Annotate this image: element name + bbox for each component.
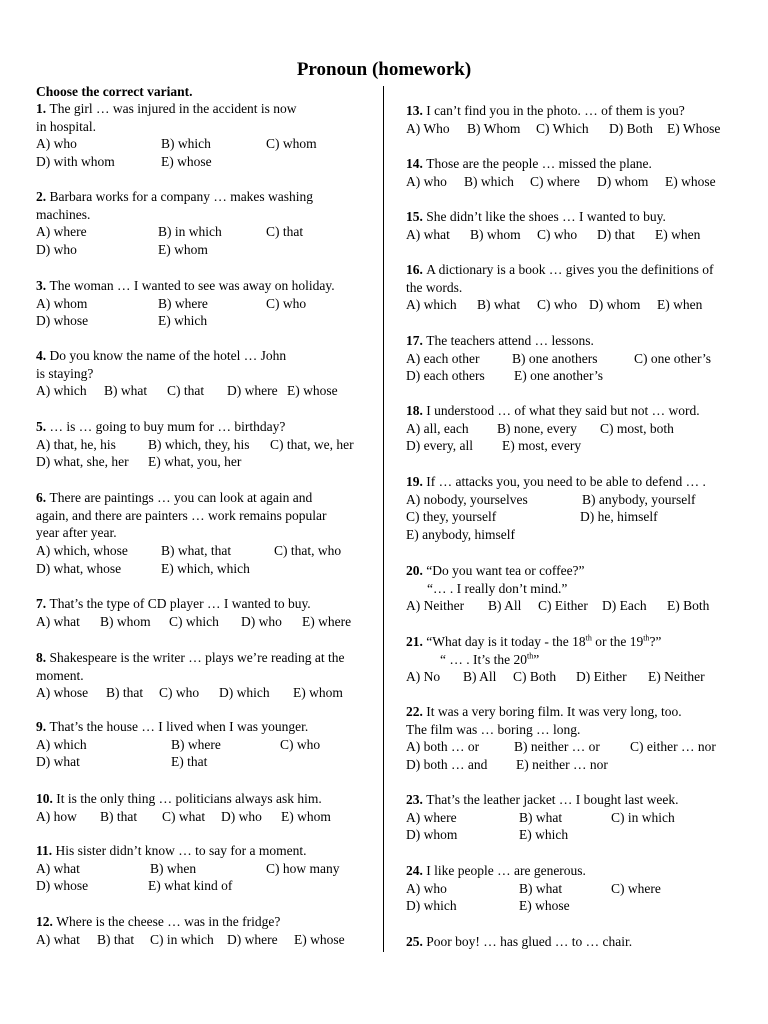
- answer-option[interactable]: B) that: [100, 808, 138, 824]
- options-row: [406, 226, 746, 244]
- question-13: [406, 102, 746, 137]
- answer-option[interactable]: E) whom: [293, 685, 343, 701]
- answer-option[interactable]: C) they, yourself: [406, 509, 497, 525]
- options-row: [36, 753, 376, 771]
- question-number: 10.: [36, 791, 57, 806]
- question-25: [406, 933, 746, 951]
- answer-option[interactable]: B) which: [464, 173, 514, 189]
- options-row: [36, 153, 376, 171]
- options-row: [406, 897, 746, 915]
- question-23: [406, 791, 746, 844]
- answer-option[interactable]: D) every, all: [406, 438, 473, 454]
- answer-option[interactable]: E) when: [655, 226, 701, 242]
- options-row: [36, 436, 376, 454]
- question-text: “Do you want tea or coffee?”: [426, 563, 585, 578]
- question-stem: [36, 667, 376, 685]
- options-row: [36, 736, 376, 754]
- answer-option[interactable]: C) that, who: [274, 543, 342, 559]
- question-10: [36, 790, 376, 825]
- question-text: His sister didn’t know … to say for a moment.: [55, 843, 307, 858]
- question-text: Do you know the name of the hotel … John: [49, 348, 287, 363]
- answer-option[interactable]: A) which: [36, 383, 87, 399]
- question-stem: [406, 703, 746, 721]
- answer-option[interactable]: D) where: [227, 931, 278, 947]
- answer-option[interactable]: D) who: [221, 808, 262, 824]
- answer-option[interactable]: B) that: [106, 685, 144, 701]
- question-stem: [36, 842, 376, 860]
- question-text: in hospital.: [36, 118, 96, 134]
- question-stem: [36, 100, 376, 118]
- answer-option[interactable]: D) whose: [36, 313, 89, 329]
- question-number: 13.: [406, 103, 427, 118]
- answer-option[interactable]: C) which: [169, 613, 219, 629]
- question-22: [406, 703, 746, 774]
- answer-option[interactable]: C) Which: [536, 120, 589, 136]
- answer-option[interactable]: A) both … or: [406, 739, 480, 755]
- answer-option[interactable]: A) Who: [406, 120, 450, 136]
- options-row: [406, 508, 746, 526]
- answer-option[interactable]: A) that, he, his: [36, 436, 116, 452]
- answer-option[interactable]: B) All: [463, 669, 497, 685]
- question-text: machines.: [36, 206, 91, 222]
- answer-option[interactable]: B) which, they, his: [148, 436, 250, 452]
- options-row: [36, 135, 376, 153]
- answer-option[interactable]: E) whose: [294, 931, 345, 947]
- question-stem: [36, 718, 376, 736]
- question-text: That’s the house … I lived when I was younger.: [49, 719, 309, 734]
- answer-option[interactable]: B) none, every: [497, 420, 577, 436]
- question-text: “… . I really don’t mind.”: [427, 580, 568, 596]
- options-row: [406, 120, 746, 138]
- answer-option[interactable]: D) where: [227, 383, 278, 399]
- answer-option[interactable]: E) Whose: [667, 120, 721, 136]
- question-text: The woman … I wanted to see was away on holiday.: [49, 278, 335, 293]
- answer-option[interactable]: C) Both: [513, 669, 557, 685]
- question-6: [36, 489, 376, 577]
- question-text: I can’t find you in the photo. … of them is you?: [426, 103, 685, 118]
- answer-option[interactable]: D) who: [241, 613, 282, 629]
- answer-option[interactable]: E) whom: [281, 808, 331, 824]
- question-2: [36, 188, 376, 259]
- answer-option[interactable]: B) what: [104, 383, 148, 399]
- answer-option[interactable]: B) whom: [100, 613, 151, 629]
- question-number: 5.: [36, 419, 50, 434]
- question-text: There are paintings … you can look at again and: [49, 490, 313, 505]
- question-number: 4.: [36, 348, 50, 363]
- options-row: [36, 613, 376, 631]
- question-text: “What day is it today - the 18th or the 19th?”: [426, 633, 662, 649]
- question-text: Poor boy! … has glued … to … chair.: [426, 934, 633, 949]
- question-number: 11.: [36, 843, 56, 858]
- answer-option[interactable]: E) which: [158, 313, 208, 329]
- question-number: 8.: [36, 650, 50, 665]
- answer-option[interactable]: C) who: [266, 295, 307, 311]
- options-row: [406, 597, 746, 615]
- question-text: the words.: [406, 279, 463, 295]
- answer-option[interactable]: B) what: [519, 809, 563, 825]
- question-stem: [406, 721, 746, 739]
- answer-option[interactable]: B) what: [477, 297, 521, 313]
- answer-option[interactable]: A) which: [36, 736, 87, 752]
- answer-option[interactable]: E) whose: [161, 154, 212, 170]
- answer-option[interactable]: E) where: [302, 613, 352, 629]
- options-row: [36, 453, 376, 471]
- question-stem: [406, 261, 746, 279]
- question-number: 2.: [36, 189, 50, 204]
- question-text: It is the only thing … politicians always ask him.: [56, 791, 322, 806]
- question-text: The teachers attend … lessons.: [426, 333, 594, 348]
- question-8: [36, 649, 376, 702]
- question-text: That’s the type of CD player … I wanted to buy.: [49, 596, 311, 611]
- answer-option[interactable]: D) who: [36, 242, 77, 258]
- question-1: [36, 100, 376, 171]
- question-text: Barbara works for a company … makes washing: [49, 189, 314, 204]
- question-number: 15.: [406, 209, 427, 224]
- question-stem: [36, 418, 376, 436]
- question-text: It was a very boring film. It was very long, too.: [426, 704, 682, 719]
- question-stem: [36, 347, 376, 365]
- question-number: 14.: [406, 156, 427, 171]
- options-row: [406, 668, 746, 686]
- options-row: [406, 738, 746, 756]
- question-number: 25.: [406, 934, 427, 949]
- answer-option[interactable]: E) which, which: [161, 560, 250, 576]
- question-text: Those are the people … missed the plane.: [426, 156, 652, 171]
- answer-option[interactable]: D) whom: [589, 297, 641, 313]
- options-row: [406, 756, 746, 774]
- answer-option[interactable]: A) what: [406, 226, 450, 242]
- question-text: If … attacks you, you need to be able to defend … .: [426, 474, 706, 489]
- answer-option[interactable]: A) which: [406, 297, 457, 313]
- answer-option[interactable]: D) each others: [406, 368, 485, 384]
- options-row: [406, 809, 746, 827]
- answer-option[interactable]: D) what: [36, 754, 80, 770]
- answer-option[interactable]: E) most, every: [502, 438, 582, 454]
- answer-option[interactable]: B) that: [97, 931, 135, 947]
- options-row: [36, 560, 376, 578]
- answer-option[interactable]: E) anybody, himself: [406, 527, 515, 543]
- question-3: [36, 277, 376, 330]
- options-row: [406, 296, 746, 314]
- answer-option[interactable]: A) where: [36, 224, 87, 240]
- question-stem: [36, 507, 376, 525]
- answer-option[interactable]: E) when: [657, 297, 703, 313]
- question-11: [36, 842, 376, 895]
- question-text: again, and there are painters … work remains popular: [36, 507, 327, 523]
- answer-option[interactable]: A) whom: [36, 295, 88, 311]
- answer-option[interactable]: C) where: [530, 173, 580, 189]
- answer-option[interactable]: B) which: [161, 136, 211, 152]
- options-row: [36, 931, 376, 949]
- answer-option[interactable]: A) who: [36, 136, 77, 152]
- question-number: 16.: [406, 262, 427, 277]
- question-number: 9.: [36, 719, 50, 734]
- answer-option[interactable]: A) what: [36, 860, 80, 876]
- answer-option[interactable]: B) All: [488, 598, 522, 614]
- options-row: [406, 437, 746, 455]
- answer-option[interactable]: C) in which: [611, 809, 675, 825]
- options-row: [406, 526, 746, 544]
- options-row: [406, 367, 746, 385]
- question-text: I like people … are generous.: [426, 863, 586, 878]
- answer-option[interactable]: A) each other: [406, 350, 480, 366]
- answer-option[interactable]: C) who: [537, 226, 578, 242]
- question-stem: [406, 473, 746, 491]
- options-row: [406, 173, 746, 191]
- answer-option[interactable]: E) Neither: [648, 669, 705, 685]
- options-row: [406, 350, 746, 368]
- question-stem: [406, 279, 746, 297]
- answer-option[interactable]: A) Neither: [406, 598, 465, 614]
- page-title: Pronoun (homework): [296, 59, 472, 80]
- question-text: She didn’t like the shoes … I wanted to buy.: [426, 209, 666, 224]
- answer-option[interactable]: B) where: [158, 295, 208, 311]
- answer-option[interactable]: D) that: [597, 226, 635, 242]
- question-5: [36, 418, 376, 471]
- answer-option[interactable]: A) what: [36, 613, 80, 629]
- answer-option[interactable]: C) what: [162, 808, 206, 824]
- answer-option[interactable]: C) most, both: [600, 420, 674, 436]
- answer-option[interactable]: A) who: [406, 880, 447, 896]
- answer-option[interactable]: A) what: [36, 931, 80, 947]
- answer-option[interactable]: C) one other’s: [634, 350, 711, 366]
- answer-option[interactable]: E) Both: [667, 598, 710, 614]
- answer-option[interactable]: B) anybody, yourself: [582, 491, 696, 507]
- question-stem: [406, 332, 746, 350]
- answer-option[interactable]: D) whose: [36, 878, 89, 894]
- answer-option[interactable]: E) one another’s: [514, 368, 603, 384]
- answer-option[interactable]: D) Either: [576, 669, 627, 685]
- question-stem: [36, 188, 376, 206]
- question-number: 21.: [406, 634, 427, 649]
- answer-option[interactable]: A) who: [406, 173, 447, 189]
- question-stem: [406, 562, 746, 580]
- answer-option[interactable]: C) whom: [266, 136, 317, 152]
- question-stem: [406, 155, 746, 173]
- answer-option[interactable]: E) neither … nor: [516, 757, 608, 773]
- answer-option[interactable]: D) which: [219, 685, 270, 701]
- answer-option[interactable]: D) with whom: [36, 154, 115, 170]
- answer-option[interactable]: D) Each: [602, 598, 647, 614]
- answer-option[interactable]: B) Whom: [467, 120, 521, 136]
- question-stem: [36, 118, 376, 136]
- answer-option[interactable]: C) that, we, her: [270, 436, 354, 452]
- options-row: [36, 295, 376, 313]
- answer-option[interactable]: D) what, she, her: [36, 454, 129, 470]
- question-stem: [406, 651, 746, 669]
- question-text: … is … going to buy mum for … birthday?: [49, 419, 286, 434]
- answer-option[interactable]: B) in which: [158, 224, 222, 240]
- question-stem: [36, 206, 376, 224]
- answer-option[interactable]: C) that: [266, 224, 304, 240]
- answer-option[interactable]: E) that: [171, 754, 208, 770]
- question-17: [406, 332, 746, 385]
- question-stem: [406, 933, 746, 951]
- question-21: [406, 633, 746, 686]
- question-stem: [406, 402, 746, 420]
- question-number: 3.: [36, 278, 50, 293]
- question-number: 12.: [36, 914, 57, 929]
- question-text: That’s the leather jacket … I bought last week.: [426, 792, 679, 807]
- question-stem: [36, 790, 376, 808]
- question-9: [36, 718, 376, 771]
- options-row: [406, 826, 746, 844]
- answer-option[interactable]: C) either … nor: [630, 739, 716, 755]
- answer-option[interactable]: B) whom: [470, 226, 521, 242]
- question-number: 6.: [36, 490, 50, 505]
- answer-option[interactable]: D) which: [406, 898, 457, 914]
- options-row: [406, 420, 746, 438]
- question-19: [406, 473, 746, 544]
- answer-option[interactable]: A) how: [36, 808, 77, 824]
- question-number: 7.: [36, 596, 50, 611]
- options-row: [36, 542, 376, 560]
- answer-option[interactable]: A) nobody, yourselves: [406, 491, 528, 507]
- question-stem: [406, 791, 746, 809]
- answer-option[interactable]: B) one anothers: [512, 350, 598, 366]
- question-stem: [36, 913, 376, 931]
- question-number: 23.: [406, 792, 427, 807]
- question-stem: [36, 277, 376, 295]
- question-text: is staying?: [36, 365, 94, 381]
- question-text: Shakespeare is the writer … plays we’re reading at the: [49, 650, 345, 665]
- question-number: 18.: [406, 403, 427, 418]
- answer-option[interactable]: D) both … and: [406, 757, 488, 773]
- question-text: moment.: [36, 667, 84, 683]
- question-7: [36, 595, 376, 630]
- column-divider: [383, 86, 384, 952]
- answer-option[interactable]: E) whose: [519, 898, 570, 914]
- question-stem: [406, 862, 746, 880]
- answer-option[interactable]: D) what, whose: [36, 560, 122, 576]
- question-number: 24.: [406, 863, 427, 878]
- question-stem: [36, 595, 376, 613]
- question-stem: [406, 208, 746, 226]
- answer-option[interactable]: A) which, whose: [36, 543, 128, 559]
- question-stem: [406, 580, 746, 598]
- question-4: [36, 347, 376, 400]
- answer-option[interactable]: D) Both: [609, 120, 653, 136]
- options-row: [36, 684, 376, 702]
- question-text: I understood … of what they said but not … word.: [426, 403, 700, 418]
- answer-option[interactable]: D) whom: [406, 827, 458, 843]
- options-row: [36, 382, 376, 400]
- question-stem: [406, 633, 746, 651]
- answer-option[interactable]: A) No: [406, 669, 441, 685]
- question-text: year after year.: [36, 525, 117, 541]
- answer-option[interactable]: D) whom: [597, 173, 649, 189]
- question-text: Where is the cheese … was in the fridge?: [56, 914, 281, 929]
- answer-option[interactable]: A) whose: [36, 685, 89, 701]
- options-row: [36, 241, 376, 259]
- answer-option[interactable]: D) he, himself: [580, 509, 658, 525]
- answer-option[interactable]: C) Either: [538, 598, 588, 614]
- options-row: [406, 491, 746, 509]
- question-stem: [36, 489, 376, 507]
- question-number: 17.: [406, 333, 427, 348]
- question-stem: [36, 649, 376, 667]
- question-text: A dictionary is a book … gives you the definitions of: [426, 262, 714, 277]
- answer-option[interactable]: C) who: [280, 736, 321, 752]
- question-14: [406, 155, 746, 190]
- answer-option[interactable]: C) who: [537, 297, 578, 313]
- question-number: 22.: [406, 704, 427, 719]
- answer-option[interactable]: A) all, each: [406, 420, 469, 436]
- answer-option[interactable]: B) neither … or: [514, 739, 600, 755]
- question-stem: [406, 102, 746, 120]
- question-number: 20.: [406, 563, 427, 578]
- question-text: The girl … was injured in the accident is now: [49, 101, 297, 116]
- answer-option[interactable]: E) whose: [665, 173, 716, 189]
- answer-option[interactable]: B) when: [150, 860, 197, 876]
- answer-option[interactable]: E) what kind of: [148, 878, 233, 894]
- question-text: The film was … boring … long.: [406, 721, 581, 737]
- answer-option[interactable]: B) where: [171, 736, 221, 752]
- question-15: [406, 208, 746, 243]
- answer-option[interactable]: C) in which: [150, 931, 214, 947]
- question-18: [406, 402, 746, 455]
- question-16: [406, 261, 746, 314]
- answer-option[interactable]: E) whom: [158, 242, 208, 258]
- options-row: [406, 880, 746, 898]
- options-row: [36, 808, 376, 826]
- answer-option[interactable]: E) what, you, her: [148, 454, 242, 470]
- answer-option[interactable]: C) how many: [266, 860, 340, 876]
- question-number: 1.: [36, 101, 50, 116]
- question-number: 19.: [406, 474, 427, 489]
- question-12: [36, 913, 376, 948]
- question-20: [406, 562, 746, 615]
- instruction: Choose the correct variant.: [36, 84, 193, 99]
- answer-option[interactable]: A) where: [406, 809, 457, 825]
- answer-option[interactable]: B) what, that: [161, 543, 232, 559]
- options-row: [36, 860, 376, 878]
- options-row: [36, 877, 376, 895]
- answer-option[interactable]: E) whose: [287, 383, 338, 399]
- question-24: [406, 862, 746, 915]
- answer-option[interactable]: B) what: [519, 880, 563, 896]
- options-row: [36, 223, 376, 241]
- options-row: [36, 312, 376, 330]
- answer-option[interactable]: E) which: [519, 827, 569, 843]
- question-stem: [36, 365, 376, 383]
- question-text: “ … . It’s the 20th”: [440, 651, 540, 667]
- answer-option[interactable]: C) who: [159, 685, 200, 701]
- question-stem: [36, 524, 376, 542]
- answer-option[interactable]: C) that: [167, 383, 205, 399]
- answer-option[interactable]: C) where: [611, 880, 661, 896]
